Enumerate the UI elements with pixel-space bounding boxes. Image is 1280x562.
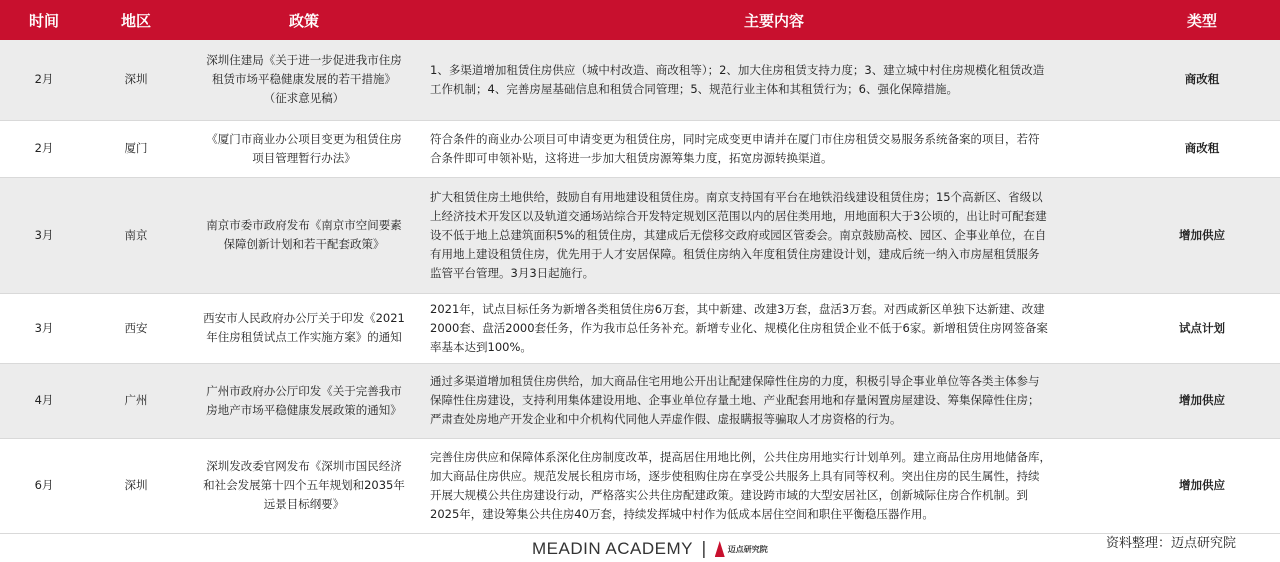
- cell-policy: [184, 293, 424, 363]
- cell-content-line: 保障性住房建设，支持利用集体建设用地、企事业单位存量土地、产业配套用地和存量闲置房屋建设、筹集保障性住房；: [430, 393, 1040, 407]
- cell-content: [424, 40, 1124, 120]
- table-header-row: [0, 0, 1280, 40]
- cell-time: 2月: [0, 120, 88, 177]
- cell-content-line: 开展大规模公共住房建设行动，严格落实公共住房配建政策。建设跨市域的大型安居社区，创新城际住房合作机制。到: [430, 487, 1028, 502]
- cell-policy: [184, 363, 424, 438]
- cell-type: 试点计划: [1124, 293, 1280, 363]
- cell-policy-line: 广州市政府办公厅印发《关于完善我市: [206, 383, 402, 398]
- table-row: [0, 177, 1280, 293]
- cell-content-line: 扩大租赁住房土地供给，鼓励自有用地建设租赁住房。南京支持国有平台在地铁沿线建设租赁住房；15个高新区、省级以: [430, 189, 1043, 204]
- header-time: 时间: [0, 0, 88, 40]
- cell-region: 西安: [88, 293, 184, 363]
- logo-text: 迈点研究院: [727, 544, 768, 554]
- cell-content-line: 有用地上建设租赁住房，优先用于人才安居保障。租赁住房纳入年度租赁住房建设计划，建成后统一纳入市房屋租赁服务: [430, 246, 1040, 261]
- cell-time: 3月: [0, 293, 88, 363]
- table-row: [0, 293, 1280, 363]
- cell-type: 商改租: [1124, 120, 1280, 177]
- cell-content: [424, 120, 1124, 177]
- cell-region: 厦门: [88, 120, 184, 177]
- header-type: 类型: [1124, 0, 1280, 40]
- cell-content-line: 2021年，试点目标任务为新增各类租赁住房6万套，其中新建、改建3万套，盘活3万套。对西咸新区单独下达新建、改建: [430, 301, 1045, 316]
- source-note: 资料整理：迈点研究院: [1105, 536, 1236, 551]
- cell-content-line: 2025年，建设筹集公共住房40万套，持续发挥城中村作为低成本居住空间和职住平衡稳压器作用。: [430, 506, 934, 521]
- cell-policy: [184, 40, 424, 120]
- cell-policy-line: 《厦门市商业办公项目变更为租赁住房: [206, 131, 402, 146]
- cell-policy-line: 租赁市场平稳健康发展的若干措施》: [212, 72, 396, 87]
- cell-content-line: 率基本达到100%。: [430, 339, 532, 354]
- brand-name: MEADIN ACADEMY: [532, 539, 693, 558]
- cell-content: [424, 363, 1124, 438]
- brand-logo: [715, 541, 768, 557]
- cell-time: 2月: [0, 40, 88, 120]
- logo-mark-icon: [715, 541, 725, 557]
- cell-type: 增加供应: [1124, 363, 1280, 438]
- brand-separator: |: [700, 539, 707, 559]
- cell-content-line: 完善住房供应和保障体系深化住房制度改革，提高居住用地比例，公共住房用地实行计划单列。建立商品住房用地储备库，: [430, 449, 1051, 464]
- cell-policy-line: （征求意见稿）: [263, 91, 345, 106]
- cell-policy-line: 南京市委市政府发布《南京市空间要素: [206, 218, 402, 232]
- cell-content-line: 符合条件的商业办公项目可申请变更为租赁住房，同时完成变更申请并在厦门市住房租赁交易服务系统备案的项目，若符: [430, 131, 1040, 146]
- cell-content: [424, 293, 1124, 363]
- cell-type: 增加供应: [1124, 177, 1280, 293]
- cell-region: 广州: [88, 363, 184, 438]
- cell-content: [424, 177, 1124, 293]
- header-region: 地区: [88, 0, 184, 40]
- cell-policy-line: 和社会发展第十四个五年规划和2035年: [203, 478, 405, 492]
- cell-policy-line: 保障创新计划和若干配套政策》: [223, 237, 385, 251]
- cell-policy-line: 项目管理暂行办法》: [252, 150, 356, 165]
- cell-content-line: 上经济技术开发区以及轨道交通场站综合开发特定规划区范围以内的居住类用地，用地面积大于3公顷的，出让时可配套建: [430, 208, 1047, 223]
- cell-policy-line: 西安市人民政府办公厅关于印发《2021: [203, 311, 405, 325]
- table-row: [0, 438, 1280, 533]
- cell-time: 4月: [0, 363, 88, 438]
- cell-content-line: 合条件即可申领补贴，这将进一步加大租赁房源筹集力度，拓宽房源转换渠道。: [430, 150, 833, 165]
- cell-policy-line: 远景目标纲要》: [263, 497, 345, 511]
- cell-policy: [184, 438, 424, 533]
- cell-time: 6月: [0, 438, 88, 533]
- cell-content-line: 1、多渠道增加租赁住房供应（城中村改造、商改租等）；2、加大住房租赁支持力度；3、建立城中村住房规模化租赁改造: [430, 62, 1045, 77]
- cell-policy: [184, 120, 424, 177]
- cell-region: 深圳: [88, 40, 184, 120]
- cell-content-line: 2000套、盘活2000套任务，作为我市总任务补充。新增专业化、规模化住房租赁企业不低于6家。新增租赁住房网签备案: [430, 320, 1048, 335]
- cell-time: 3月: [0, 177, 88, 293]
- cell-region: 南京: [88, 177, 184, 293]
- cell-content-line: 加大商品住房供应。规范发展长租房市场，逐步使租购住房在享受公共服务上具有同等权利。突出住房的民生属性，持续: [430, 468, 1040, 483]
- cell-policy: [184, 177, 424, 293]
- cell-content-line: 监管平台管理。3月3日起施行。: [430, 265, 595, 280]
- header-policy: 政策: [184, 0, 424, 40]
- cell-policy-line: 深圳住建局《关于进一步促进我市住房: [206, 53, 402, 68]
- cell-type: 增加供应: [1124, 438, 1280, 533]
- cell-content-line: 工作机制；4、完善房屋基础信息和租赁合同管理；5、规范行业主体和其租赁行为；6、强化保障措施。: [430, 81, 958, 96]
- cell-type: 商改租: [1124, 40, 1280, 120]
- cell-content: [424, 438, 1124, 533]
- cell-policy-line: 年住房租赁试点工作实施方案》的通知: [206, 330, 402, 344]
- header-content: 主要内容: [424, 0, 1124, 40]
- brand-footer: [532, 538, 768, 560]
- cell-content-line: 设不低于地上总建筑面积5%的租赁住房，其建成后无偿移交政府或园区管委会。南京鼓励高校、园区、企事业单位，在自: [430, 227, 1047, 242]
- table-row: [0, 40, 1280, 120]
- cell-policy-line: 深圳发改委官网发布《深圳市国民经济: [206, 459, 402, 473]
- cell-content-line: 通过多渠道增加租赁住房供给，加大商品住宅用地公开出让配建保障性住房的力度，积极引导企事业单位等各类主体参与: [430, 374, 1040, 388]
- cell-policy-line: 房地产市场平稳健康发展政策的通知》: [206, 402, 402, 417]
- table-row: [0, 363, 1280, 438]
- table-row: [0, 120, 1280, 177]
- cell-content-line: 严肃查处房地产开发企业和中介机构代同他人弄虚作假、虚报瞒报等骗取人才房资格的行为。: [430, 412, 902, 426]
- cell-region: 深圳: [88, 438, 184, 533]
- table-body: [0, 40, 1280, 533]
